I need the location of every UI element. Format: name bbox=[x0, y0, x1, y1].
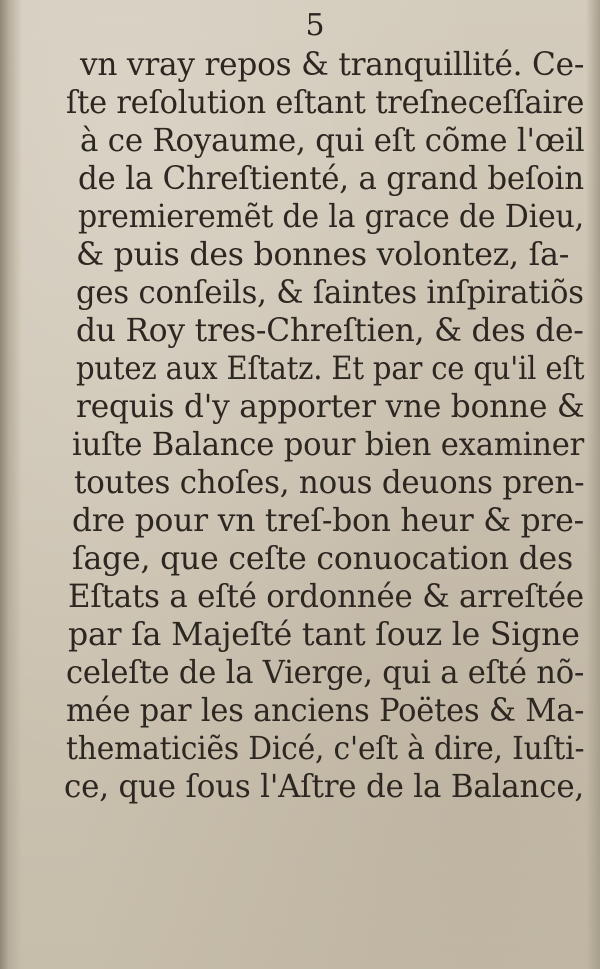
text-line-19: thematiciẽs Dicé, c'eſt à dire, Iuſti- bbox=[66, 731, 585, 767]
page-edge-shadow bbox=[586, 0, 600, 969]
page-number: 5 bbox=[305, 8, 325, 43]
text-line-17: celeſte de la Vierge, qui a eſté nõ- bbox=[66, 655, 585, 691]
text-line-3: à ce Royaume, qui eſt cõme l'œil bbox=[80, 123, 585, 159]
text-line-15: Eſtats a eſté ordonnée & arreſtée bbox=[68, 579, 584, 615]
text-line-13: dre pour vn treſ-bon heur & pre- bbox=[72, 503, 585, 539]
text-line-4: de la Chreſtienté, a grand beſoin bbox=[78, 161, 584, 197]
text-line-16: par ſa Majeſté tant ſouz le Signe bbox=[68, 617, 580, 653]
text-line-10: requis d'y apporter vne bonne & bbox=[76, 389, 585, 425]
page-gutter-shadow bbox=[0, 0, 22, 969]
text-line-11: iuſte Balance pour bien examiner bbox=[72, 427, 585, 463]
text-line-18: mée par les anciens Poëtes & Ma- bbox=[66, 693, 585, 729]
text-line-7: ges conſeils, & ſaintes inſpiratiõs bbox=[76, 275, 584, 311]
text-line-20: ce, que ſous l'Aſtre de la Balance, bbox=[64, 769, 585, 805]
text-line-12: toutes choſes, nous deuons pren- bbox=[74, 465, 585, 501]
text-line-5: premieremẽt de la grace de Dieu, bbox=[78, 199, 585, 235]
text-line-9: putez aux Eſtatz. Et par ce qu'il eſt bbox=[76, 351, 585, 387]
text-line-2: ſte reſolution eſtant treſneceſſaire bbox=[66, 85, 585, 121]
text-line-1: vn vray repos & tranquillité. Ce- bbox=[80, 47, 585, 83]
text-line-14: ſage, que ceſte conuocation des bbox=[72, 541, 573, 577]
text-line-8: du Roy tres-Chreſtien, & des de- bbox=[76, 313, 584, 349]
text-line-6: & puis des bonnes volontez, ſa- bbox=[76, 237, 570, 273]
